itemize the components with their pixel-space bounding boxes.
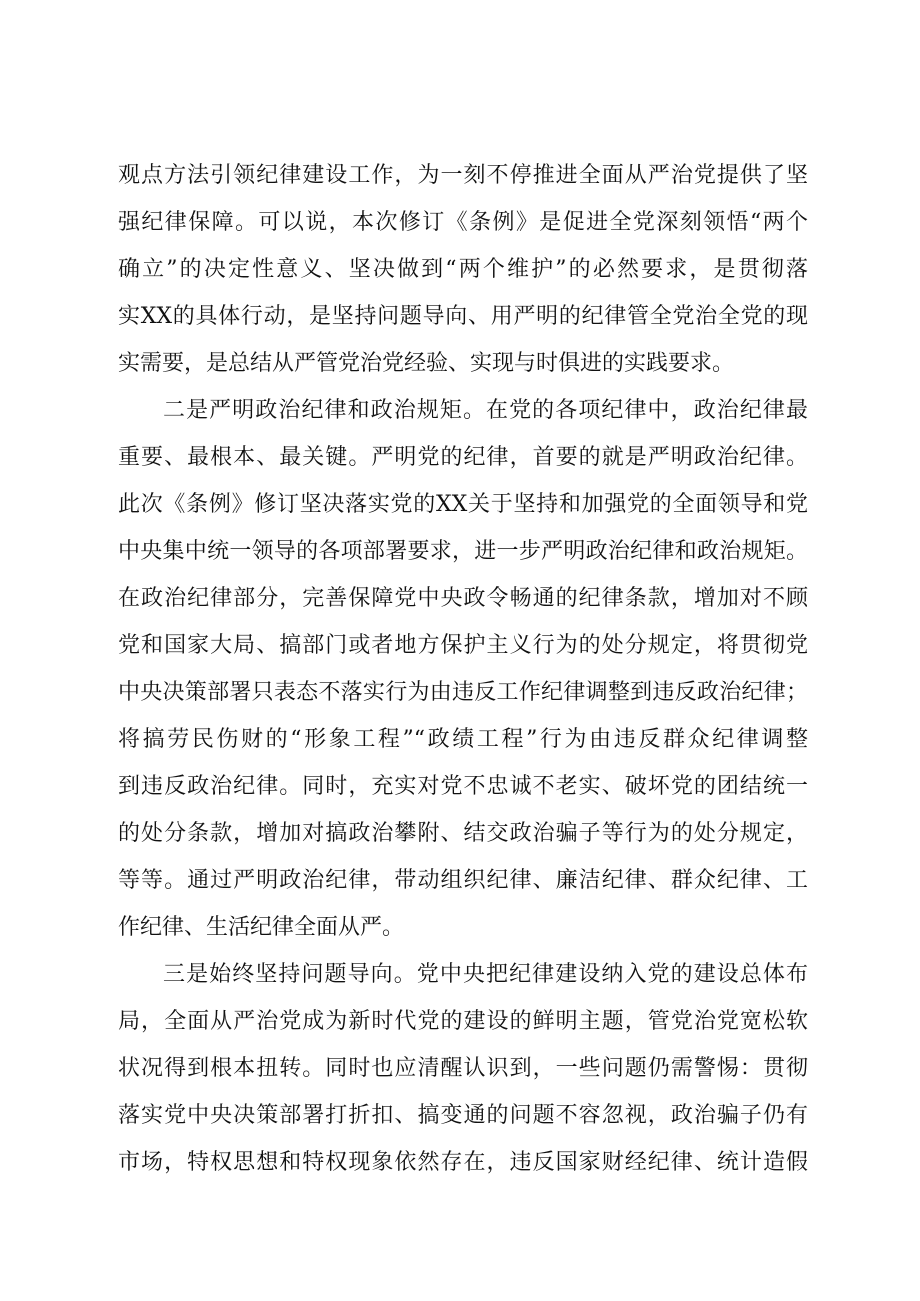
text-line: 作纪律、生活纪律全面从严。 xyxy=(118,915,405,940)
text-line: 实XX的具体行动，是坚持问题导向、用严明的纪律管全党治全党的现 xyxy=(118,304,808,329)
text-line: 确立”的决定性意义、坚决做到“两个维护”的必然要求，是贯彻落 xyxy=(118,257,808,282)
text-line: 的处分条款，增加对搞政治攀附、结交政治骗子等行为的处分规定， xyxy=(118,821,808,846)
text-line: 实需要，是总结从严管党治党经验、实现与时俱进的实践要求。 xyxy=(118,351,735,376)
text-line: 等等。通过严明政治纪律，带动组织纪律、廉洁纪律、群众纪律、工 xyxy=(118,868,808,893)
text-line: 强纪律保障。可以说，本次修订《条例》是促进全党深刻领悟“两个 xyxy=(118,210,808,235)
text-line: 到违反政治纪律。同时，充实对党不忠诚不老实、破坏党的团结统一 xyxy=(118,774,808,799)
text-line: 重要、最根本、最关键。严明党的纪律，首要的就是严明政治纪律。 xyxy=(118,445,808,470)
text-line: 状况得到根本扭转。同时也应清醒认识到，一些问题仍需警惕：贯彻 xyxy=(118,1056,808,1081)
paragraph-heading-line: 二是严明政治纪律和政治规矩。在党的各项纪律中，政治纪律最 xyxy=(163,398,808,423)
text-line: 在政治纪律部分，完善保障党中央政令畅通的纪律条款，增加对不顾 xyxy=(118,586,808,611)
text-line: 将搞劳民伤财的“形象工程”“政绩工程”行为由违反群众纪律调整 xyxy=(118,727,808,752)
text-line: 党和国家大局、搞部门或者地方保护主义行为的处分规定，将贯彻党 xyxy=(118,633,808,658)
text-line: 落实党中央决策部署打折扣、搞变通的问题不容忽视，政治骗子仍有 xyxy=(118,1103,808,1128)
text-line: 市场，特权思想和特权现象依然存在，违反国家财经纪律、统计造假 xyxy=(118,1150,808,1175)
text-line: 局，全面从严治党成为新时代党的建设的鲜明主题，管党治党宽松软 xyxy=(118,1009,808,1034)
paragraph-heading-line: 三是始终坚持问题导向。党中央把纪律建设纳入党的建设总体布 xyxy=(163,962,808,987)
text-line: 中央集中统一领导的各项部署要求，进一步严明政治纪律和政治规矩。 xyxy=(118,539,808,564)
text-line: 中央决策部署只表态不落实行为由违反工作纪律调整到违反政治纪律； xyxy=(118,680,808,705)
text-line: 此次《条例》修订坚决落实党的XX关于坚持和加强党的全面领导和党 xyxy=(118,492,808,517)
text-line: 观点方法引领纪律建设工作，为一刻不停推进全面从严治党提供了坚 xyxy=(118,163,808,188)
